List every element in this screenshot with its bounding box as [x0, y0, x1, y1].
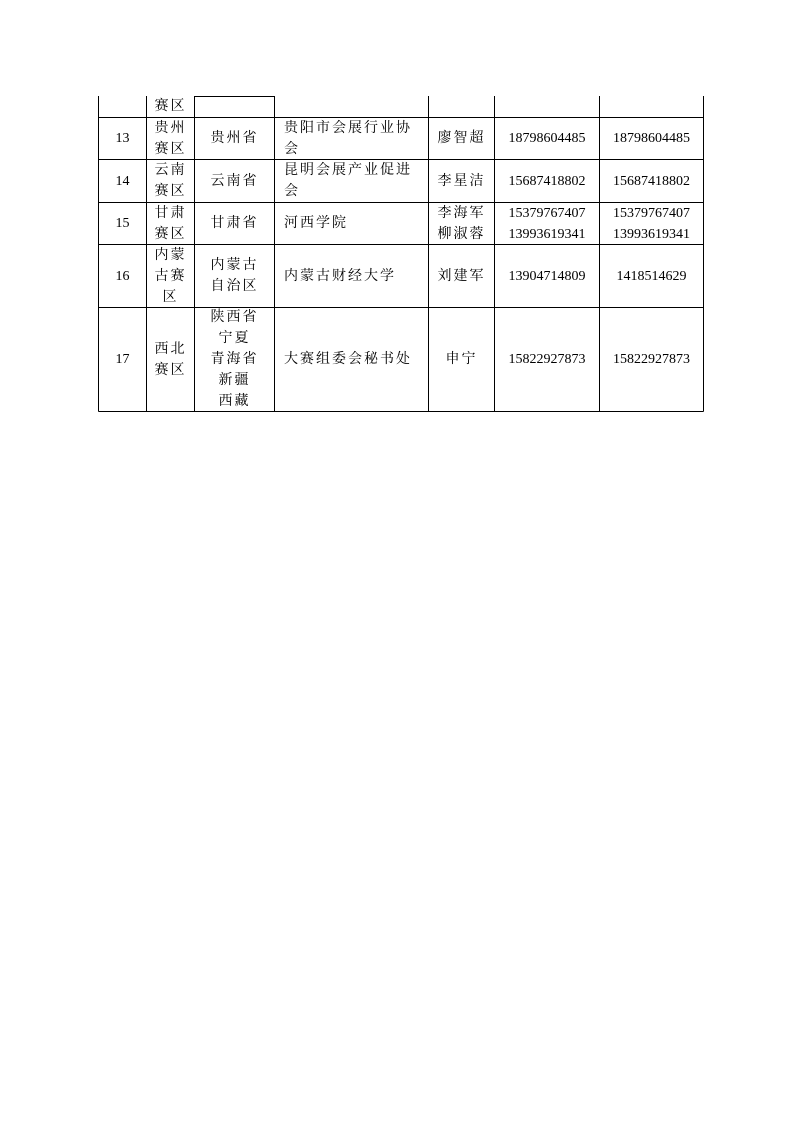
province-cell — [195, 118, 274, 159]
phone-number: 15379767407 — [508, 205, 586, 221]
province-line: 新疆 — [218, 372, 251, 388]
organizer-cell — [275, 160, 428, 202]
region-line: 赛区 — [154, 140, 187, 157]
row-index-cell — [99, 118, 146, 159]
contact-cell — [429, 160, 494, 202]
continued-region-line: 赛区 — [154, 98, 187, 114]
organizer-line: 内蒙古财经大学 — [284, 267, 396, 284]
phone-number: 15822927873 — [508, 352, 586, 367]
contact-name: 柳淑蓉 — [437, 225, 486, 242]
phone-b-cell — [600, 160, 703, 202]
province-cell — [195, 203, 274, 244]
contact-name: 廖智超 — [437, 130, 486, 146]
organizer-line: 大赛组委会秘书处 — [284, 351, 412, 367]
contact-cell — [429, 118, 494, 159]
organizer-cell — [275, 245, 428, 307]
region-line: 赛区 — [154, 361, 187, 378]
province-line: 青海省 — [210, 351, 259, 367]
province-line: 陕西省 — [210, 309, 259, 325]
province-line: 贵州省 — [210, 130, 259, 146]
contact-cell — [429, 203, 494, 244]
region-line: 区 — [162, 288, 179, 305]
organizer-line: 会 — [284, 140, 300, 157]
phone-b-cell — [600, 203, 703, 244]
phone-a-cell — [495, 245, 599, 307]
organizer-cell — [275, 308, 428, 411]
contact-cell — [429, 308, 494, 411]
contact-name: 李星洁 — [437, 172, 486, 189]
organizer-cell — [275, 203, 428, 244]
phone-number: 13993619341 — [508, 226, 586, 242]
phone-number: 13993619341 — [613, 226, 690, 242]
row-index-cell — [99, 203, 146, 244]
organizer-line: 贵阳市会展行业协 — [284, 119, 412, 136]
organizer-line: 河西学院 — [284, 215, 348, 231]
province-cell — [195, 308, 274, 411]
region-line: 内蒙 — [154, 246, 187, 263]
row-index-cell — [99, 308, 146, 411]
phone-number: 1418514629 — [616, 268, 687, 284]
region-line: 赛区 — [154, 225, 187, 242]
phone-number: 18798604485 — [508, 131, 586, 146]
phone-a-cell — [495, 203, 599, 244]
phone-b-cell — [600, 245, 703, 307]
region-cell — [147, 308, 194, 411]
phone-number: 18798604485 — [613, 131, 690, 146]
contact-cell — [429, 245, 494, 307]
contact-name: 刘建军 — [437, 267, 486, 284]
region-line: 贵州 — [154, 119, 187, 136]
contact-name: 李海军 — [437, 204, 486, 221]
row-index: 16 — [115, 268, 130, 284]
region-line: 赛区 — [154, 183, 187, 199]
row-index: 14 — [115, 173, 130, 189]
region-line: 古赛 — [154, 267, 187, 284]
province-line: 自治区 — [210, 278, 259, 294]
province-line: 甘肃省 — [210, 215, 259, 231]
phone-a-cell — [495, 160, 599, 202]
phone-a-cell — [495, 308, 599, 411]
phone-number: 13904714809 — [508, 268, 586, 284]
organizer-line: 会 — [284, 183, 300, 199]
region-cell — [147, 203, 194, 244]
phone-number: 15687418802 — [613, 173, 690, 189]
contact-name: 申宁 — [445, 351, 478, 367]
row-index: 15 — [115, 216, 130, 231]
phone-number: 15687418802 — [508, 173, 586, 189]
province-cell — [195, 160, 274, 202]
province-line: 内蒙古 — [210, 257, 259, 273]
row-index: 17 — [115, 352, 130, 367]
province-cell — [195, 245, 274, 307]
organizer-cell — [275, 118, 428, 159]
province-line: 云南省 — [210, 172, 259, 189]
phone-b-cell — [600, 308, 703, 411]
province-line: 宁夏 — [218, 330, 251, 346]
phone-number: 15379767407 — [613, 205, 690, 221]
region-cell — [147, 160, 194, 202]
row-index-cell — [99, 160, 146, 202]
province-line: 西藏 — [218, 393, 251, 409]
region-line: 甘肃 — [154, 204, 187, 221]
region-cell — [147, 245, 194, 307]
region-line: 云南 — [154, 162, 187, 178]
phone-number: 15822927873 — [613, 352, 690, 367]
phone-b-cell — [600, 118, 703, 159]
row-index: 13 — [115, 131, 130, 146]
organizer-line: 昆明会展产业促进 — [284, 162, 412, 178]
region-line: 西北 — [154, 340, 187, 357]
phone-a-cell — [495, 118, 599, 159]
continued-region-cell — [147, 96, 194, 117]
region-cell — [147, 118, 194, 159]
row-index-cell — [99, 245, 146, 307]
